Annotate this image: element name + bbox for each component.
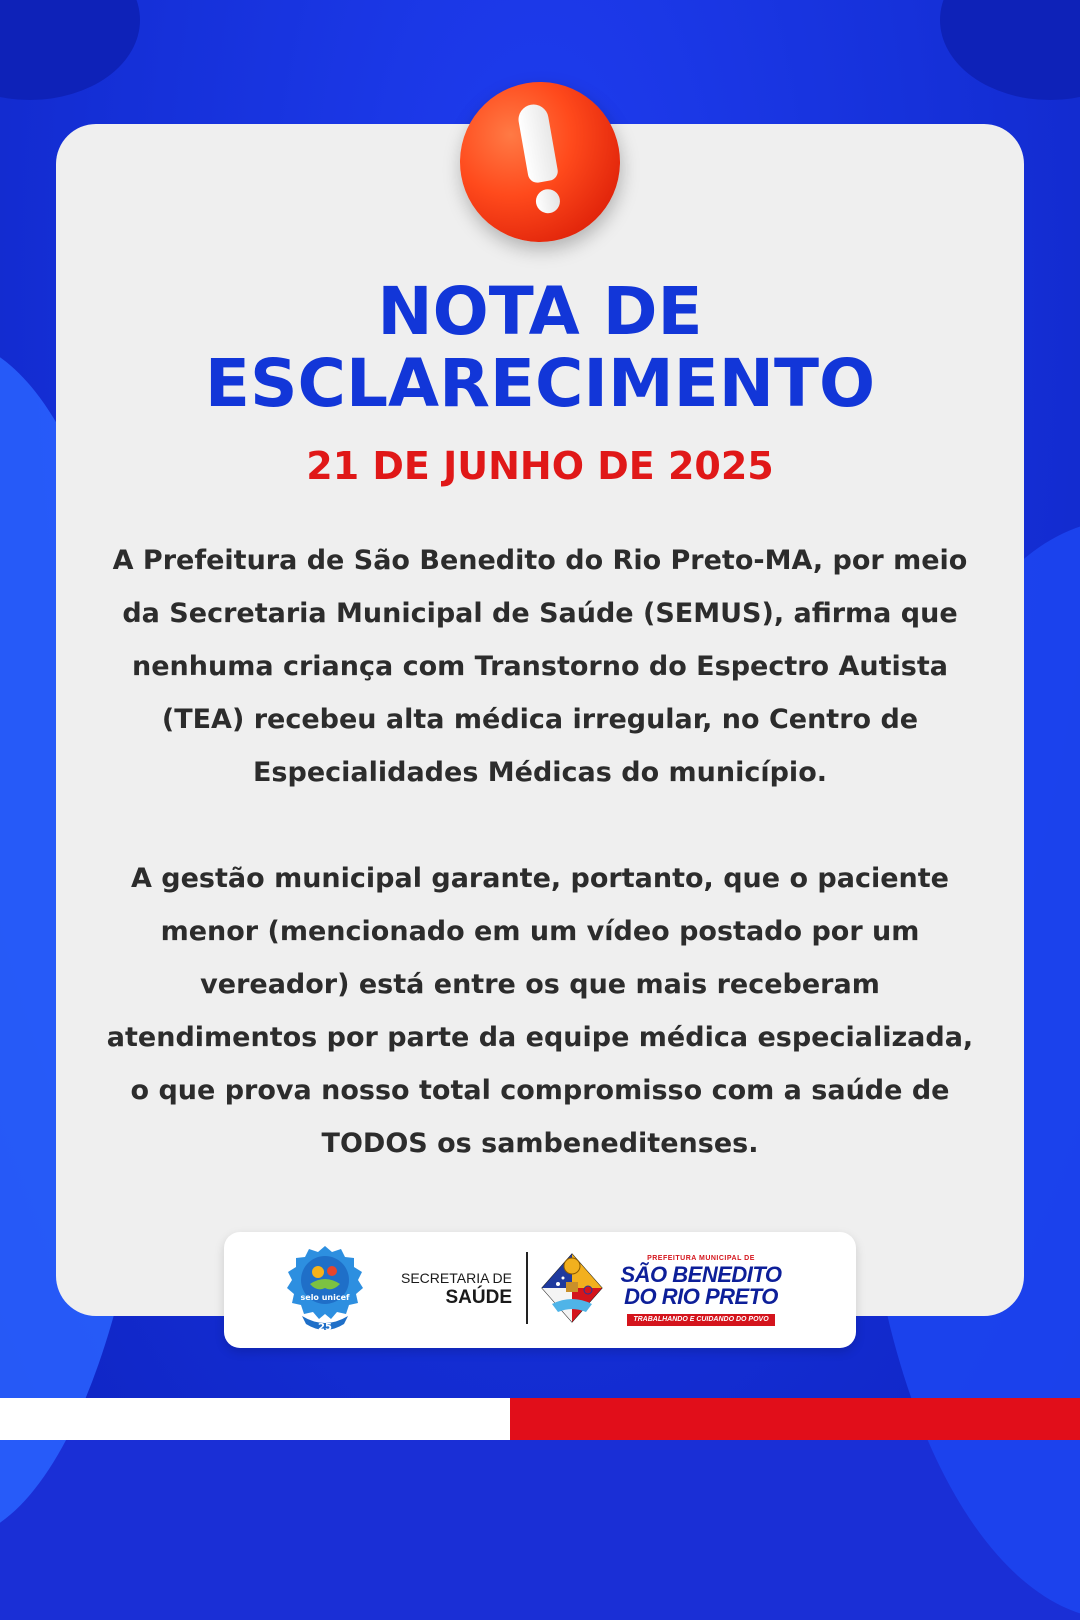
notice-date: 21 DE JUNHO DE 2025: [306, 444, 774, 488]
paragraph-line: A Prefeitura de São Benedito do Rio Preto-MA, por meio: [112, 545, 968, 576]
paragraph-line: nenhuma criança com Transtorno do Espectro Autista: [132, 651, 948, 682]
prefeitura-small-text: PREFEITURA MUNICIPAL DE: [647, 1255, 755, 1262]
exclamation-bar: [516, 102, 559, 184]
paragraph-line: Especialidades Médicas do município.: [252, 757, 827, 788]
brasao-icon: [536, 1248, 608, 1328]
prefeitura-logo: [616, 1254, 786, 1326]
svg-text:selo unicef: selo unicef: [300, 1293, 350, 1302]
footer-divider: [526, 1252, 528, 1324]
bottom-color-bar: [0, 1398, 1080, 1440]
bottom-bar-red: [510, 1398, 1080, 1440]
paragraph-line: o que prova nosso total compromisso com a saúde de: [130, 1075, 950, 1106]
paragraph-line: TODOS os sambeneditenses.: [321, 1128, 759, 1159]
bottom-bar-white: [0, 1398, 510, 1440]
paragraph-1: [76, 534, 1004, 799]
paragraph-line: vereador) está entre os que mais receberam: [200, 969, 880, 1000]
svg-text:25: 25: [318, 1322, 332, 1333]
prefeitura-name-line-1: SÃO BENEDITO: [620, 1262, 782, 1287]
paragraph-line: (TEA) recebeu alta médica irregular, no Centro de: [161, 704, 919, 735]
paragraph-line: menor (mencionado em um vídeo postado por um: [160, 916, 920, 947]
paragraph-line: da Secretaria Municipal de Saúde (SEMUS), afirma que: [122, 598, 958, 629]
unicef-seal-icon: [284, 1244, 366, 1336]
secretaria-line-1: SECRETARIA DE: [401, 1270, 512, 1286]
secretaria-label: [380, 1268, 512, 1308]
prefeitura-slogan: TRABALHANDO E CUIDANDO DO POVO: [627, 1314, 774, 1326]
exclamation-dot: [534, 187, 562, 215]
title-line-1: NOTA DE: [377, 273, 703, 350]
title-line-2: ESCLARECIMENTO: [204, 345, 876, 422]
paragraph-line: atendimentos por parte da equipe médica especializada,: [106, 1022, 974, 1053]
paragraph-line: A gestão municipal garante, portanto, que o paciente: [131, 863, 949, 894]
paragraph-2: [76, 852, 1004, 1170]
prefeitura-name-line-2: DO RIO PRETO: [624, 1284, 778, 1309]
secretaria-line-2: SAÚDE: [445, 1287, 512, 1308]
footer-logos: [224, 1232, 856, 1348]
